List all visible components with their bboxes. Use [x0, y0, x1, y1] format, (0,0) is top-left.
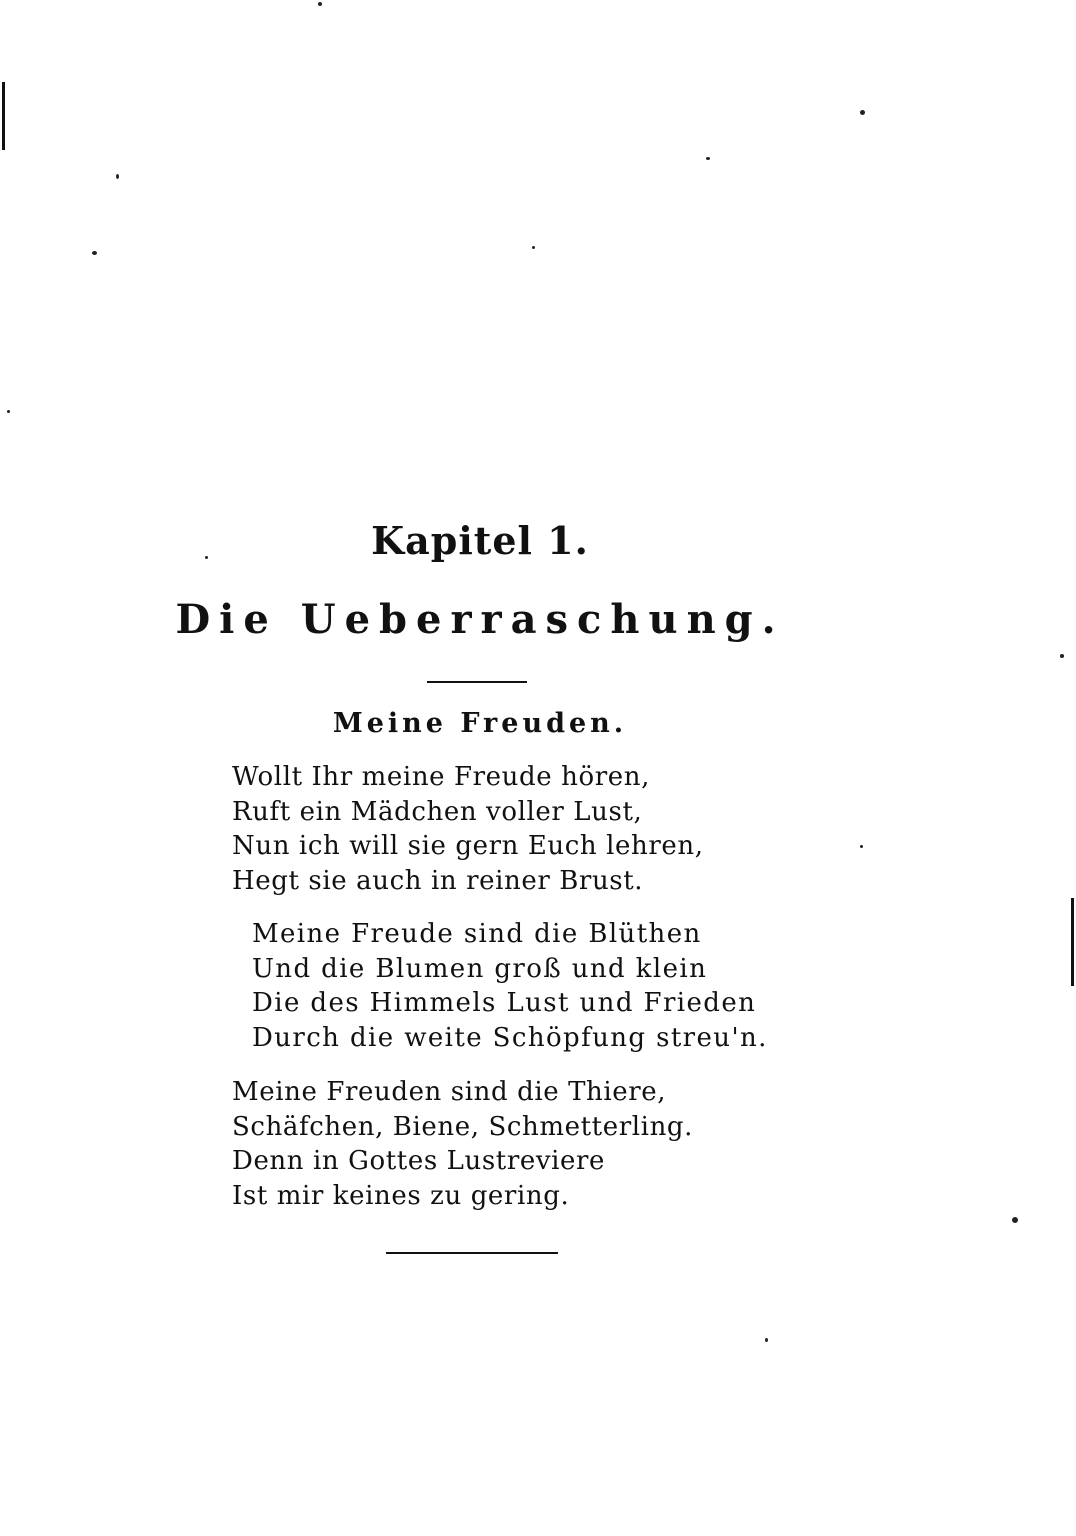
poem-line: Und die Blumen groß und klein — [252, 953, 708, 984]
poem-line: Hegt sie auch in reiner Brust. — [232, 865, 644, 896]
scan-speck — [860, 110, 865, 115]
scan-speck — [532, 246, 535, 249]
poem-line: Ist mir keines zu gering. — [232, 1180, 570, 1211]
scan-speck — [92, 251, 97, 255]
scan-speck — [318, 2, 322, 6]
scan-speck — [116, 174, 119, 179]
poem-line: Meine Freude sind die Blüthen — [252, 919, 702, 949]
poem-line: Ruft ein Mädchen voller Lust, — [232, 796, 643, 827]
scan-speck — [860, 845, 863, 848]
poem-line: Nun ich will sie gern Euch lehren, — [232, 831, 704, 861]
scan-speck — [1012, 1217, 1018, 1223]
poem-stanza-2 — [252, 917, 768, 1055]
scan-speck — [1060, 654, 1064, 658]
poem-line: Meine Freuden sind die Thiere, — [232, 1077, 667, 1107]
chapter-heading: Kapitel 1. — [371, 518, 589, 563]
poem-line: Wollt Ihr meine Freude hören, — [232, 762, 650, 792]
left-edge-mark — [2, 82, 5, 150]
poem-line: Durch die weite Schöpfung streu'n. — [252, 1022, 768, 1053]
poem-stanza-1 — [232, 760, 704, 898]
scan-speck — [765, 1338, 768, 1342]
divider-rule — [427, 681, 527, 683]
poem-line: Die des Himmels Lust und Frieden — [252, 988, 757, 1018]
poem-line: Schäfchen, Biene, Schmetterling. — [232, 1111, 694, 1142]
poem-title: Meine Freuden. — [332, 708, 628, 739]
scan-speck — [706, 157, 710, 160]
chapter-title: Die Ueberraschung. — [175, 596, 785, 643]
scan-speck — [7, 410, 10, 413]
poem-stanza-3 — [232, 1075, 693, 1213]
end-rule — [386, 1252, 558, 1254]
poem-line: Denn in Gottes Lustreviere — [232, 1146, 606, 1176]
right-edge-mark — [1071, 898, 1074, 986]
